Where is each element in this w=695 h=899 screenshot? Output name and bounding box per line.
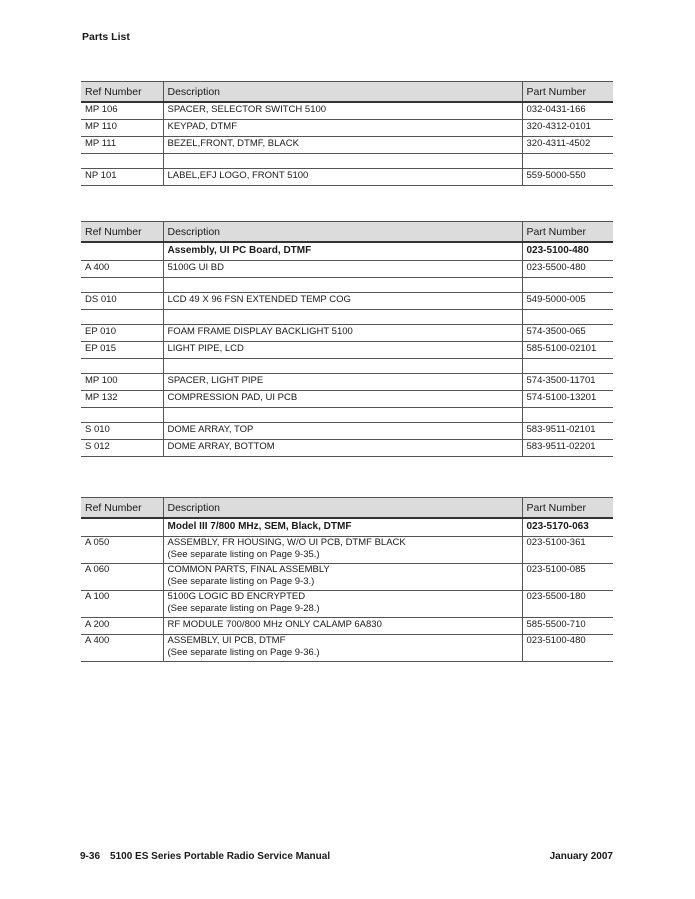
desc-cell [163, 564, 522, 591]
page-footer-left [80, 851, 330, 862]
footer-date: January 2007 [549, 851, 613, 862]
table-row [81, 591, 613, 618]
ref-cell: A 100 [81, 591, 163, 618]
column-header-desc: Description [163, 498, 522, 519]
desc-text: ASSEMBLY, FR HOUSING, W/O UI PCB, DTMF BLACK [167, 537, 406, 548]
column-header-desc: Description [163, 222, 522, 243]
table-row [81, 120, 613, 137]
ref-cell: MP 106 [81, 102, 163, 120]
ref-cell: MP 132 [81, 391, 163, 408]
spacer-row [81, 278, 613, 293]
desc-text: 5100G LOGIC BD ENCRYPTED [167, 591, 306, 602]
table-row [81, 635, 613, 662]
table-header-row [81, 498, 613, 519]
part-cell: 585-5500-710 [522, 618, 613, 635]
table-row [81, 423, 613, 440]
desc-cell: COMPRESSION PAD, UI PCB [163, 391, 522, 408]
part-cell: 574-3500-11701 [522, 374, 613, 391]
ref-cell: MP 110 [81, 120, 163, 137]
page-reference-note: (See separate listing on Page 9-35.) [167, 548, 320, 560]
desc-cell: SPACER, SELECTOR SWITCH 5100 [163, 102, 522, 120]
assembly-row [81, 242, 613, 261]
desc-cell: LCD 49 X 96 FSN EXTENDED TEMP COG [163, 293, 522, 310]
part-cell: 583-9511-02201 [522, 440, 613, 457]
part-cell: 320-4312-0101 [522, 120, 613, 137]
ref-cell: A 400 [81, 635, 163, 662]
desc-cell [163, 537, 522, 564]
part-cell: 032-0431-166 [522, 102, 613, 120]
parts-table-1 [81, 81, 613, 186]
desc-cell: DOME ARRAY, TOP [163, 423, 522, 440]
table-row [81, 102, 613, 120]
table-row [81, 391, 613, 408]
part-cell: 559-5000-550 [522, 169, 613, 186]
column-header-desc: Description [163, 82, 522, 103]
part-cell: 023-5500-480 [522, 261, 613, 278]
desc-cell: RF MODULE 700/800 MHz ONLY CALAMP 6A830 [163, 618, 522, 635]
manual-title: 5100 ES Series Portable Radio Service Manual [110, 851, 331, 862]
assembly-row [81, 518, 613, 537]
ref-cell: A 400 [81, 261, 163, 278]
ref-cell: A 050 [81, 537, 163, 564]
desc-cell [163, 591, 522, 618]
part-cell: 549-5000-005 [522, 293, 613, 310]
assembly-title: Model III 7/800 MHz, SEM, Black, DTMF [163, 518, 522, 537]
part-cell: 320-4311-4502 [522, 137, 613, 154]
desc-cell: FOAM FRAME DISPLAY BACKLIGHT 5100 [163, 325, 522, 342]
column-header-part: Part Number [522, 82, 613, 103]
part-cell: 023-5100-085 [522, 564, 613, 591]
table-header-row [81, 82, 613, 103]
column-header-ref: Ref Number [81, 498, 163, 519]
page-number: 9-36 [80, 851, 101, 862]
desc-cell: LABEL,EFJ LOGO, FRONT 5100 [163, 169, 522, 186]
desc-cell: 5100G UI BD [163, 261, 522, 278]
ref-cell: DS 010 [81, 293, 163, 310]
parts-table-2 [81, 221, 613, 457]
column-header-part: Part Number [522, 498, 613, 519]
desc-cell: LIGHT PIPE, LCD [163, 342, 522, 359]
table-row [81, 169, 613, 186]
desc-cell [163, 635, 522, 662]
part-cell: 574-3500-065 [522, 325, 613, 342]
ref-cell: NP 101 [81, 169, 163, 186]
table-row [81, 440, 613, 457]
part-cell: 023-5100-361 [522, 537, 613, 564]
desc-cell: BEZEL,FRONT, DTMF, BLACK [163, 137, 522, 154]
spacer-row [81, 359, 613, 374]
table-row [81, 618, 613, 635]
ref-cell: EP 015 [81, 342, 163, 359]
page-reference-note: (See separate listing on Page 9-3.) [167, 575, 315, 587]
table-row [81, 374, 613, 391]
table-row [81, 137, 613, 154]
page-reference-note: (See separate listing on Page 9-36.) [167, 646, 320, 658]
desc-text: ASSEMBLY, UI PCB, DTMF [167, 635, 286, 646]
desc-cell: KEYPAD, DTMF [163, 120, 522, 137]
ref-cell [81, 518, 163, 537]
ref-cell [81, 242, 163, 261]
table-row [81, 293, 613, 310]
column-header-ref: Ref Number [81, 82, 163, 103]
assembly-title: Assembly, UI PC Board, DTMF [163, 242, 522, 261]
column-header-ref: Ref Number [81, 222, 163, 243]
ref-cell: MP 100 [81, 374, 163, 391]
spacer-row [81, 154, 613, 169]
ref-cell: MP 111 [81, 137, 163, 154]
table-row [81, 325, 613, 342]
table-row [81, 537, 613, 564]
desc-cell: SPACER, LIGHT PIPE [163, 374, 522, 391]
spacer-row [81, 310, 613, 325]
ref-cell: S 012 [81, 440, 163, 457]
table-header-row [81, 222, 613, 243]
ref-cell: A 200 [81, 618, 163, 635]
part-cell: 585-5100-02101 [522, 342, 613, 359]
ref-cell: S 010 [81, 423, 163, 440]
spacer-row [81, 408, 613, 423]
part-cell: 023-5100-480 [522, 635, 613, 662]
table-row [81, 564, 613, 591]
part-cell: 583-9511-02101 [522, 423, 613, 440]
column-header-part: Part Number [522, 222, 613, 243]
ref-cell: A 060 [81, 564, 163, 591]
page-header-title: Parts List [82, 31, 130, 43]
assembly-part-number: 023-5170-063 [522, 518, 613, 537]
table-row [81, 261, 613, 278]
desc-text: COMMON PARTS, FINAL ASSEMBLY [167, 564, 330, 575]
parts-table-3 [81, 497, 613, 662]
page-reference-note: (See separate listing on Page 9-28.) [167, 602, 320, 614]
ref-cell: EP 010 [81, 325, 163, 342]
part-cell: 574-5100-13201 [522, 391, 613, 408]
part-cell: 023-5500-180 [522, 591, 613, 618]
table-row [81, 342, 613, 359]
assembly-part-number: 023-5100-480 [522, 242, 613, 261]
desc-cell: DOME ARRAY, BOTTOM [163, 440, 522, 457]
